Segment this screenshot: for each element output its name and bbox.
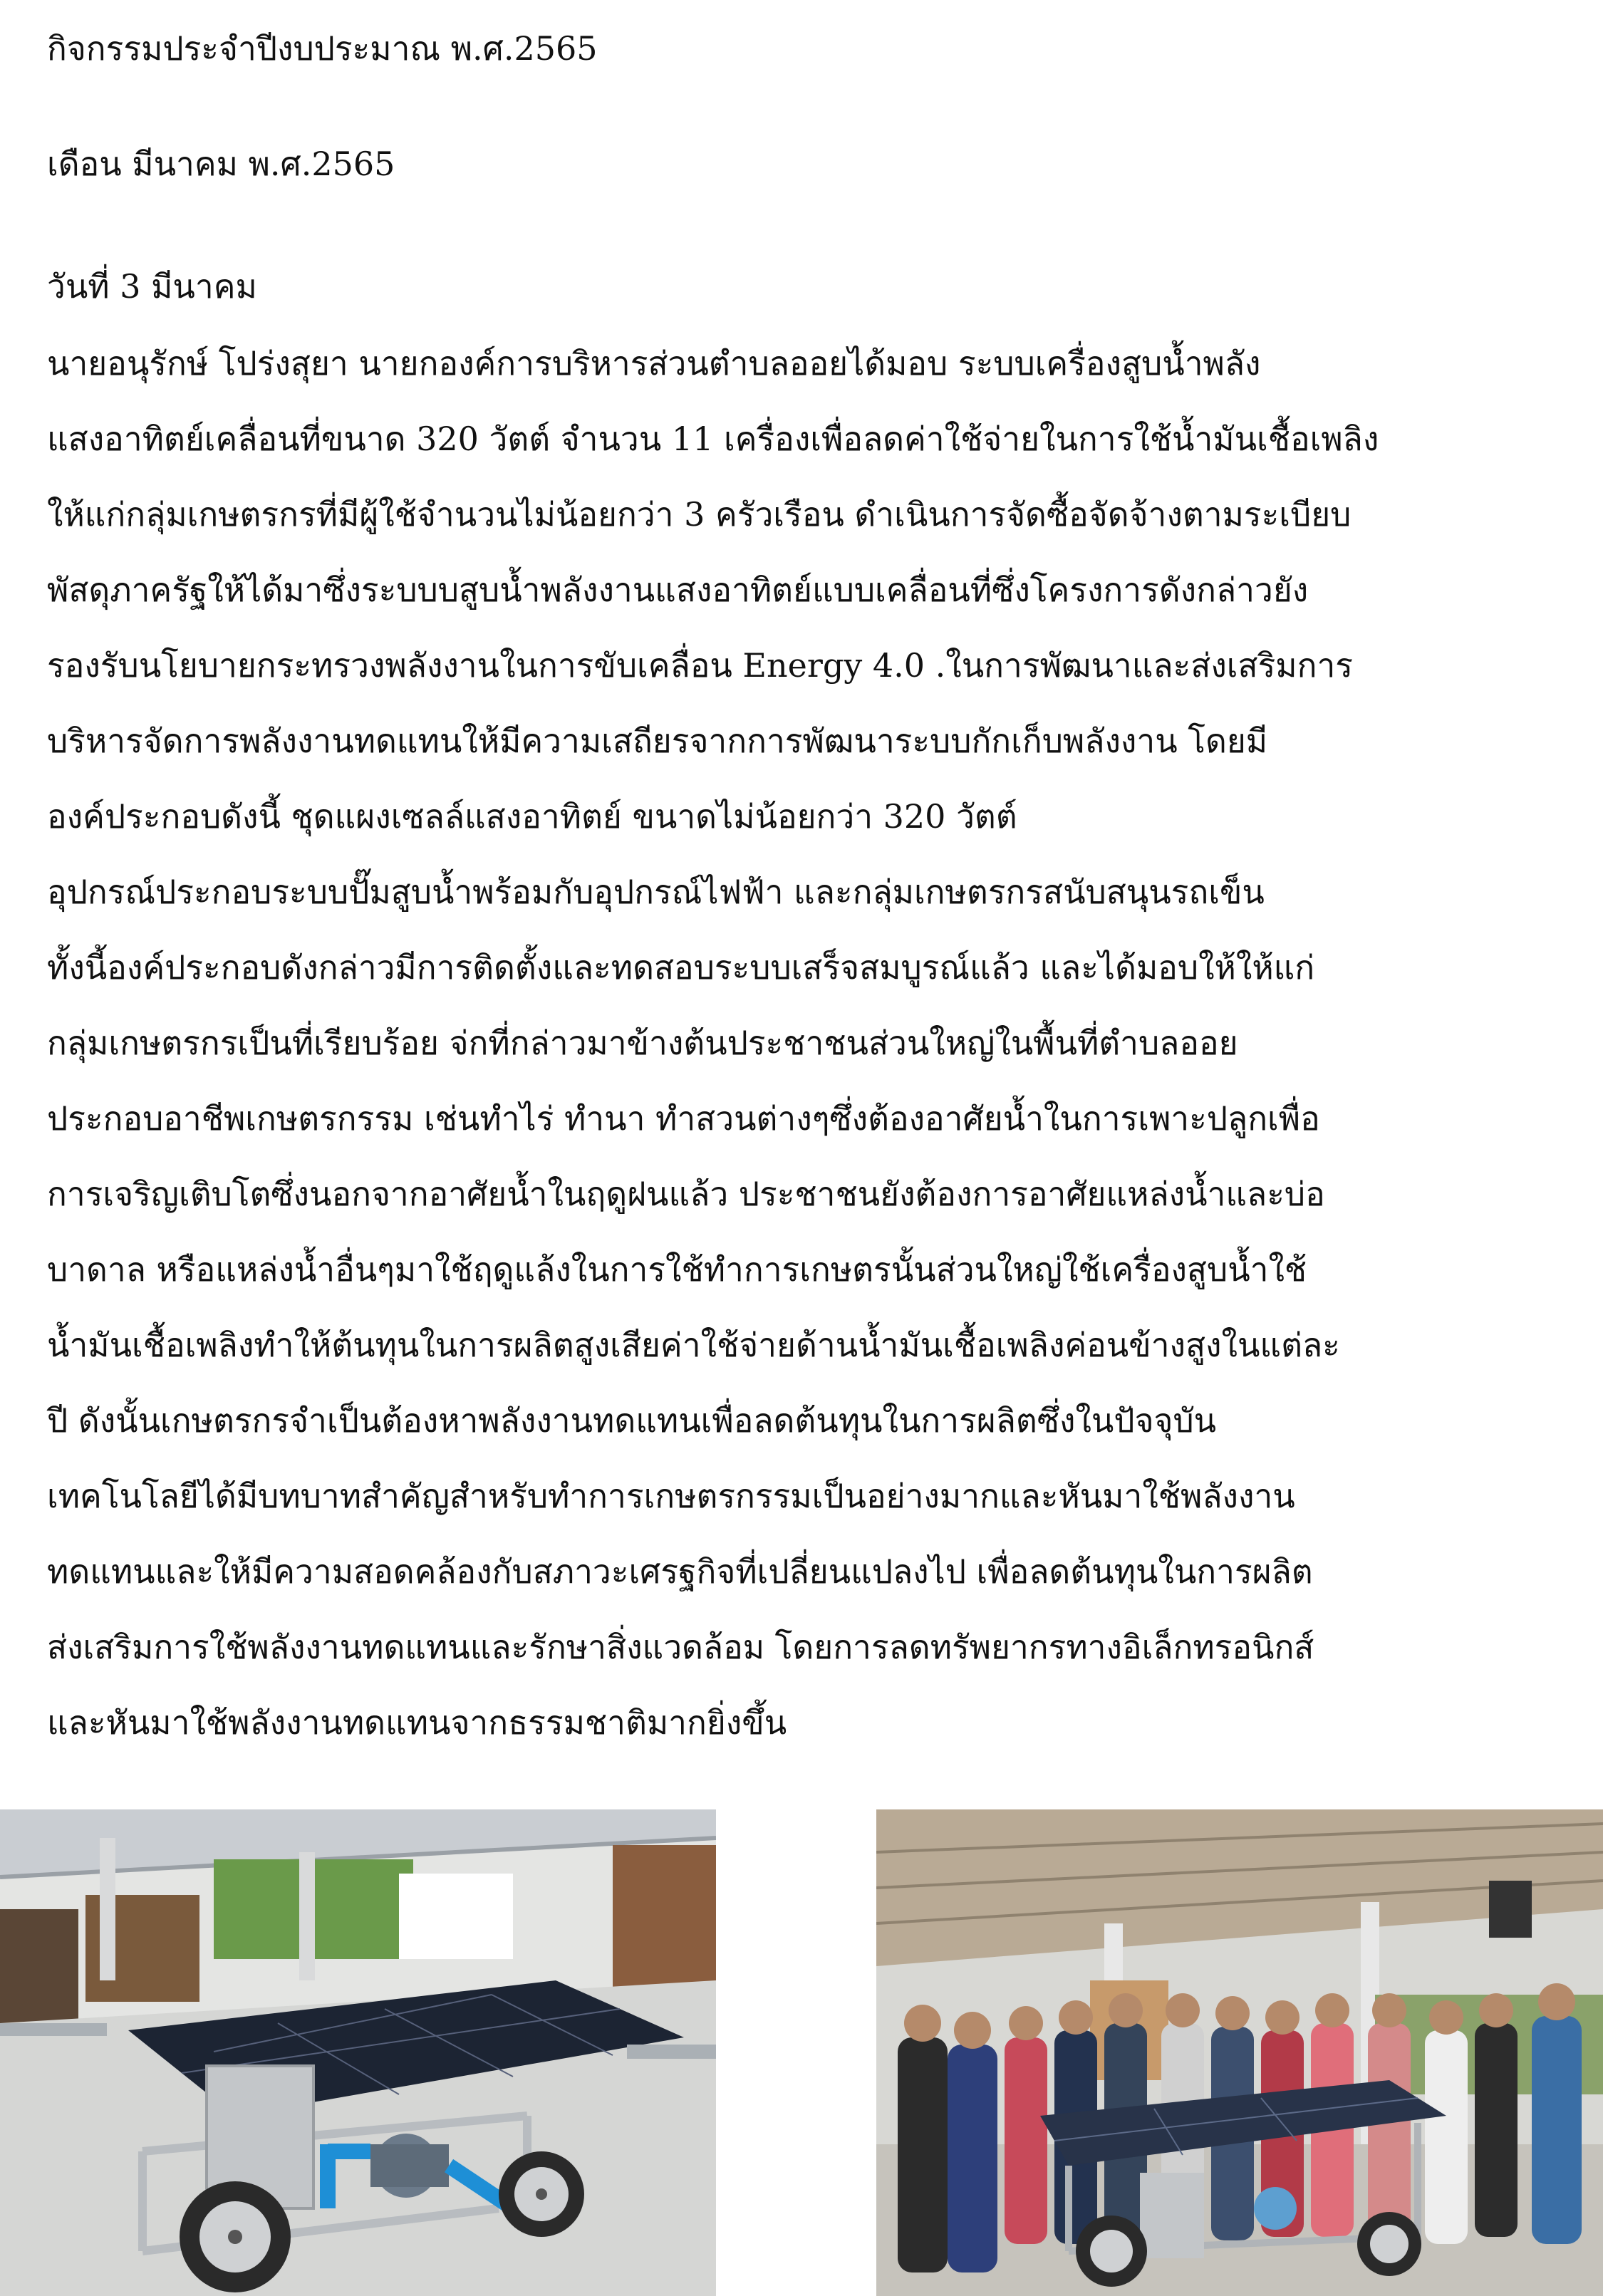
body-line: ปี ดังนั้นเกษตรกรจำเป็นต้องหาพลังงานทดแทนเพื่อลดต้นทุนในการผลิตซึ่งในปัจจุบัน bbox=[47, 1401, 1217, 1440]
body-line: องค์ประกอบดังนี้ ชุดแผงเซลล์แสงอาทิตย์ ขนาดไม่น้อยกว่า 320 วัตต์ bbox=[47, 797, 1017, 836]
solar-pump-cart-image bbox=[0, 1809, 716, 2296]
group-handover-photo bbox=[876, 1809, 1603, 2296]
body-line: แสงอาทิตย์เคลื่อนที่ขนาด 320 วัตต์ จำนวน 11 เครื่องเพื่อลดค่าใช้จ่ายในการใช้น้ำมันเชื้อเพลิง bbox=[47, 420, 1379, 458]
group-handover-image bbox=[876, 1809, 1603, 2296]
solar-pump-cart-photo bbox=[0, 1809, 716, 2296]
body-line: พัสดุภาครัฐให้ได้มาซึ่งระบบบสูบน้ำพลังงานแสงอาทิตย์แบบเคลื่อนที่ซึ่งโครงการดังกล่าวยัง bbox=[47, 571, 1309, 609]
body-line: และหันมาใช้พลังงานทดแทนจากธรรมชาติมากยิ่งขึ้น bbox=[47, 1703, 787, 1742]
body-line: อุปกรณ์ประกอบระบบปั๊มสูบน้ำพร้อมกับอุปกรณ์ไฟฟ้า และกลุ่มเกษตรกรสนับสนุนรถเข็น bbox=[47, 873, 1265, 911]
body-line: การเจริญเติบโตซึ่งนอกจากอาศัยน้ำในฤดูฝนแล้ว ประชาชนยังต้องการอาศัยแหล่งน้ำและบ่อ bbox=[47, 1175, 1325, 1213]
body-line: นายอนุรักษ์ โปร่งสุยา นายกองค์การบริหารส่วนตำบลออยได้มอบ ระบบเครื่องสูบน้ำพลัง bbox=[47, 344, 1261, 383]
body-line: ประกอบอาชีพเกษตรกรรม เช่นทำไร่ ทำนา ทำสวนต่างๆซึ่งต้องอาศัยน้ำในการเพาะปลูกเพื่อ bbox=[47, 1099, 1320, 1138]
body-line: บาดาล หรือแหล่งน้ำอื่นๆมาใช้ฤดูแล้งในการใช้ทำการเกษตรนั้นส่วนใหญ่ใช้เครื่องสูบน้ำใช้ bbox=[47, 1250, 1307, 1289]
document-heading: กิจกรรมประจำปีงบประมาณ พ.ศ.2565 bbox=[47, 29, 598, 68]
document-date: วันที่ 3 มีนาคม bbox=[47, 267, 257, 306]
body-line: เทคโนโลยีได้มีบทบาทสำคัญสำหรับทำการเกษตรกรรมเป็นอย่างมากและหันมาใช้พลังงาน bbox=[47, 1477, 1295, 1515]
body-line: รองรับนโยบายกระทรวงพลังงานในการขับเคลื่อน Energy 4.0 .ในการพัฒนาและส่งเสริมการ bbox=[47, 646, 1354, 685]
body-line: ให้แก่กลุ่มเกษตรกรที่มีผู้ใช้จำนวนไม่น้อยกว่า 3 ครัวเรือน ดำเนินการจัดซื้อจัดจ้างตามระเบียบ bbox=[47, 495, 1352, 534]
body-line: ส่งเสริมการใช้พลังงานทดแทนและรักษาสิ่งแวดล้อม โดยการลดทรัพยากรทางอิเล็กทรอนิกส์ bbox=[47, 1628, 1314, 1666]
body-line: กลุ่มเกษตรกรเป็นที่เรียบร้อย จ่กที่กล่าวมาข้างต้นประชาชนส่วนใหญ่ในพื้นที่ตำบลออย bbox=[47, 1024, 1238, 1062]
body-line: น้ำมันเชื้อเพลิงทำให้ต้นทุนในการผลิตสูงเสียค่าใช้จ่ายด้านน้ำมันเชื้อเพลิงค่อนข้างสูงในแต่ละ bbox=[47, 1326, 1340, 1364]
body-line: ทั้งนี้องค์ประกอบดังกล่าวมีการติดตั้งและทดสอบระบบเสร็จสมบูรณ์แล้ว และได้มอบให้ให้แก่ bbox=[47, 948, 1315, 987]
body-line: บริหารจัดการพลังงานทดแทนให้มีความเสถียรจากการพัฒนาระบบกักเก็บพลังงาน โดยมี bbox=[47, 722, 1268, 760]
document-month: เดือน มีนาคม พ.ศ.2565 bbox=[47, 145, 395, 183]
body-line: ทดแทนและให้มีความสอดคล้องกับสภาวะเศรฐกิจที่เปลี่ยนแปลงไป เพื่อลดต้นทุนในการผลิต bbox=[47, 1552, 1313, 1591]
